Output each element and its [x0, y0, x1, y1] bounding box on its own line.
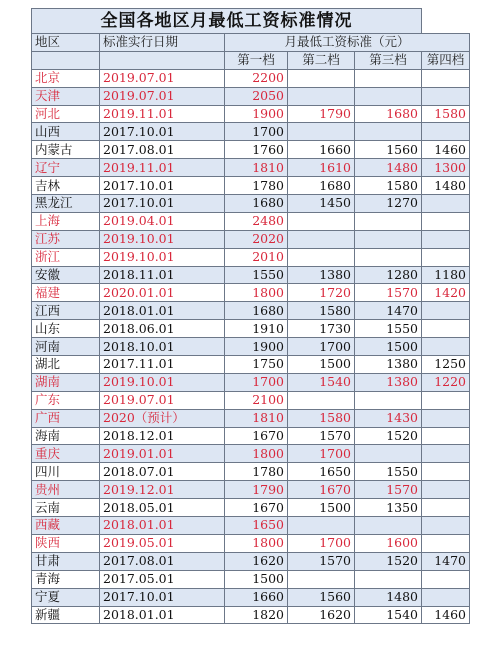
- region-name: 青海: [32, 570, 100, 588]
- effective-date: 2018.05.01: [100, 499, 225, 517]
- effective-date: 2018.01.01: [100, 606, 225, 624]
- table-body: [32, 9, 470, 624]
- tier-3-value: 1520: [355, 552, 422, 570]
- effective-date: 2019.11.01: [100, 159, 225, 177]
- tier-4-value: [422, 230, 470, 248]
- header-standard: 月最低工资标准（元）: [225, 34, 470, 52]
- tier-1-value: 1800: [225, 284, 288, 302]
- tier-4-value: [422, 338, 470, 356]
- effective-date: 2019.10.01: [100, 373, 225, 391]
- header-date: 标准实行日期: [100, 34, 225, 52]
- table-row: [32, 517, 470, 535]
- tier-1-value: 1910: [225, 320, 288, 338]
- tier-4-value: 1460: [422, 141, 470, 159]
- tier-2-value: 1560: [288, 588, 355, 606]
- tier-3-value: 1280: [355, 266, 422, 284]
- region-name: 四川: [32, 463, 100, 481]
- header-tier-2: 第二档: [288, 51, 355, 69]
- tier-3-value: 1540: [355, 606, 422, 624]
- tier-4-value: 1220: [422, 373, 470, 391]
- tier-3-value: 1580: [355, 177, 422, 195]
- tier-1-value: 1820: [225, 606, 288, 624]
- tier-2-value: [288, 69, 355, 87]
- effective-date: 2019.05.01: [100, 534, 225, 552]
- tier-3-value: [355, 517, 422, 535]
- tier-4-value: [422, 123, 470, 141]
- tier-1-value: 1780: [225, 463, 288, 481]
- title-blank-cell: [422, 9, 470, 34]
- effective-date: 2018.12.01: [100, 427, 225, 445]
- region-name: 福建: [32, 284, 100, 302]
- header-tier-3: 第三档: [355, 51, 422, 69]
- region-name: 陕西: [32, 534, 100, 552]
- region-name: 山西: [32, 123, 100, 141]
- tier-4-value: [422, 588, 470, 606]
- tier-4-value: 1180: [422, 266, 470, 284]
- table-row: [32, 606, 470, 624]
- region-name: 北京: [32, 69, 100, 87]
- tier-3-value: 1550: [355, 463, 422, 481]
- tier-2-value: 1650: [288, 463, 355, 481]
- region-name: 吉林: [32, 177, 100, 195]
- page-title: 全国各地区月最低工资标准情况: [32, 9, 422, 34]
- tier-4-value: 1580: [422, 105, 470, 123]
- effective-date: 2019.01.01: [100, 445, 225, 463]
- region-name: 黑龙江: [32, 195, 100, 213]
- tier-2-value: [288, 391, 355, 409]
- tier-2-value: 1500: [288, 356, 355, 374]
- tier-3-value: [355, 87, 422, 105]
- effective-date: 2018.01.01: [100, 302, 225, 320]
- tier-1-value: 2100: [225, 391, 288, 409]
- region-name: 云南: [32, 499, 100, 517]
- effective-date: 2019.07.01: [100, 391, 225, 409]
- region-name: 湖南: [32, 373, 100, 391]
- region-name: 湖北: [32, 356, 100, 374]
- tier-1-value: 1700: [225, 123, 288, 141]
- tier-3-value: 1380: [355, 373, 422, 391]
- tier-3-value: [355, 445, 422, 463]
- tier-1-value: 2010: [225, 248, 288, 266]
- region-name: 辽宁: [32, 159, 100, 177]
- tier-1-value: 1670: [225, 427, 288, 445]
- region-name: 江西: [32, 302, 100, 320]
- header-tier-1: 第一档: [225, 51, 288, 69]
- tier-2-value: 1680: [288, 177, 355, 195]
- tier-2-value: 1450: [288, 195, 355, 213]
- region-name: 内蒙古: [32, 141, 100, 159]
- tier-2-value: 1570: [288, 427, 355, 445]
- table-row: [32, 230, 470, 248]
- tier-header-blank-region: [32, 51, 100, 69]
- region-name: 新疆: [32, 606, 100, 624]
- table-row: [32, 123, 470, 141]
- table-row: [32, 445, 470, 463]
- effective-date: 2019.11.01: [100, 105, 225, 123]
- tier-2-value: 1720: [288, 284, 355, 302]
- tier-4-value: [422, 481, 470, 499]
- tier-2-value: 1620: [288, 606, 355, 624]
- tier-1-value: 1810: [225, 409, 288, 427]
- region-name: 天津: [32, 87, 100, 105]
- effective-date: 2019.07.01: [100, 69, 225, 87]
- effective-date: 2017.05.01: [100, 570, 225, 588]
- effective-date: 2018.07.01: [100, 463, 225, 481]
- tier-4-value: [422, 427, 470, 445]
- tier-1-value: 1660: [225, 588, 288, 606]
- tier-2-value: 1660: [288, 141, 355, 159]
- tier-1-value: 1900: [225, 105, 288, 123]
- tier-2-value: [288, 87, 355, 105]
- effective-date: 2017.10.01: [100, 588, 225, 606]
- effective-date: 2019.12.01: [100, 481, 225, 499]
- effective-date: 2019.07.01: [100, 87, 225, 105]
- title-row: [32, 9, 470, 34]
- tier-1-value: 2480: [225, 212, 288, 230]
- minimum-wage-table: [31, 8, 470, 624]
- tier-1-value: 2200: [225, 69, 288, 87]
- tier-2-value: 1380: [288, 266, 355, 284]
- tier-3-value: 1270: [355, 195, 422, 213]
- tier-2-value: 1570: [288, 552, 355, 570]
- tier-4-value: [422, 445, 470, 463]
- tier-1-value: 1760: [225, 141, 288, 159]
- tier-2-value: 1500: [288, 499, 355, 517]
- table-row: [32, 284, 470, 302]
- effective-date: 2018.06.01: [100, 320, 225, 338]
- region-name: 上海: [32, 212, 100, 230]
- table-row: [32, 105, 470, 123]
- tier-1-value: 1780: [225, 177, 288, 195]
- tier-3-value: 1570: [355, 284, 422, 302]
- tier-1-value: 1650: [225, 517, 288, 535]
- tier-3-value: 1560: [355, 141, 422, 159]
- tier-4-value: [422, 463, 470, 481]
- tier-2-value: 1580: [288, 409, 355, 427]
- table-row: [32, 69, 470, 87]
- tier-3-value: 1570: [355, 481, 422, 499]
- tier-1-value: 1550: [225, 266, 288, 284]
- table-row: [32, 320, 470, 338]
- table-row: [32, 212, 470, 230]
- effective-date: 2017.10.01: [100, 177, 225, 195]
- region-name: 西藏: [32, 517, 100, 535]
- table-row: [32, 87, 470, 105]
- table-row: [32, 481, 470, 499]
- effective-date: 2020.01.01: [100, 284, 225, 302]
- tier-1-value: 1620: [225, 552, 288, 570]
- effective-date: 2019.10.01: [100, 248, 225, 266]
- tier-3-value: 1470: [355, 302, 422, 320]
- region-name: 广东: [32, 391, 100, 409]
- header-tier-4: 第四档: [422, 51, 470, 69]
- region-name: 浙江: [32, 248, 100, 266]
- tier-3-value: 1680: [355, 105, 422, 123]
- tier-2-value: 1730: [288, 320, 355, 338]
- table-row: [32, 373, 470, 391]
- effective-date: 2017.10.01: [100, 123, 225, 141]
- effective-date: 2017.10.01: [100, 195, 225, 213]
- table-row: [32, 177, 470, 195]
- effective-date: 2018.10.01: [100, 338, 225, 356]
- header-region: 地区: [32, 34, 100, 52]
- table-row: [32, 427, 470, 445]
- tier-3-value: [355, 230, 422, 248]
- effective-date: 2017.08.01: [100, 141, 225, 159]
- tier-1-value: 1800: [225, 534, 288, 552]
- tier-4-value: [422, 248, 470, 266]
- effective-date: 2017.08.01: [100, 552, 225, 570]
- tier-1-value: 2050: [225, 87, 288, 105]
- tier-1-value: 1810: [225, 159, 288, 177]
- table-row: [32, 141, 470, 159]
- table-row: [32, 195, 470, 213]
- tier-3-value: [355, 212, 422, 230]
- table-row: [32, 338, 470, 356]
- region-name: 河南: [32, 338, 100, 356]
- tier-3-value: 1480: [355, 159, 422, 177]
- tier-4-value: [422, 302, 470, 320]
- tier-4-value: [422, 570, 470, 588]
- tier-2-value: [288, 230, 355, 248]
- tier-3-value: [355, 570, 422, 588]
- tier-4-value: [422, 69, 470, 87]
- region-name: 广西: [32, 409, 100, 427]
- tier-2-value: 1790: [288, 105, 355, 123]
- tier-4-value: [422, 87, 470, 105]
- tier-1-value: 1500: [225, 570, 288, 588]
- tier-1-value: 1790: [225, 481, 288, 499]
- table-row: [32, 356, 470, 374]
- effective-date: 2020（预计）: [100, 409, 225, 427]
- tier-1-value: 1680: [225, 195, 288, 213]
- tier-header-row: [32, 51, 470, 69]
- tier-3-value: [355, 248, 422, 266]
- tier-4-value: [422, 195, 470, 213]
- region-name: 河北: [32, 105, 100, 123]
- effective-date: 2018.01.01: [100, 517, 225, 535]
- tier-header-blank-date: [100, 51, 225, 69]
- tier-2-value: [288, 248, 355, 266]
- tier-3-value: 1520: [355, 427, 422, 445]
- table-row: [32, 391, 470, 409]
- tier-4-value: [422, 409, 470, 427]
- tier-2-value: [288, 570, 355, 588]
- region-name: 山东: [32, 320, 100, 338]
- region-name: 安徽: [32, 266, 100, 284]
- header-row: [32, 34, 470, 52]
- tier-4-value: [422, 517, 470, 535]
- tier-2-value: 1700: [288, 445, 355, 463]
- tier-4-value: 1300: [422, 159, 470, 177]
- tier-4-value: [422, 212, 470, 230]
- tier-4-value: [422, 534, 470, 552]
- tier-2-value: 1540: [288, 373, 355, 391]
- tier-3-value: 1550: [355, 320, 422, 338]
- tier-3-value: 1430: [355, 409, 422, 427]
- table-row: [32, 248, 470, 266]
- effective-date: 2017.11.01: [100, 356, 225, 374]
- tier-3-value: [355, 69, 422, 87]
- table-row: [32, 552, 470, 570]
- table-row: [32, 463, 470, 481]
- tier-2-value: 1580: [288, 302, 355, 320]
- table-row: [32, 302, 470, 320]
- table-row: [32, 499, 470, 517]
- table-row: [32, 588, 470, 606]
- tier-4-value: 1250: [422, 356, 470, 374]
- tier-1-value: 1670: [225, 499, 288, 517]
- tier-4-value: 1470: [422, 552, 470, 570]
- tier-2-value: 1610: [288, 159, 355, 177]
- effective-date: 2019.10.01: [100, 230, 225, 248]
- effective-date: 2018.11.01: [100, 266, 225, 284]
- table-row: [32, 570, 470, 588]
- tier-4-value: 1460: [422, 606, 470, 624]
- tier-3-value: [355, 123, 422, 141]
- tier-3-value: 1480: [355, 588, 422, 606]
- tier-4-value: [422, 391, 470, 409]
- region-name: 宁夏: [32, 588, 100, 606]
- table-row: [32, 159, 470, 177]
- tier-4-value: 1480: [422, 177, 470, 195]
- region-name: 贵州: [32, 481, 100, 499]
- tier-1-value: 2020: [225, 230, 288, 248]
- effective-date: 2019.04.01: [100, 212, 225, 230]
- tier-4-value: [422, 320, 470, 338]
- tier-4-value: [422, 499, 470, 517]
- tier-3-value: 1500: [355, 338, 422, 356]
- tier-1-value: 1700: [225, 373, 288, 391]
- tier-1-value: 1900: [225, 338, 288, 356]
- tier-1-value: 1680: [225, 302, 288, 320]
- region-name: 海南: [32, 427, 100, 445]
- tier-2-value: 1670: [288, 481, 355, 499]
- region-name: 江苏: [32, 230, 100, 248]
- tier-2-value: 1700: [288, 534, 355, 552]
- tier-1-value: 1750: [225, 356, 288, 374]
- tier-2-value: 1700: [288, 338, 355, 356]
- tier-4-value: 1420: [422, 284, 470, 302]
- tier-3-value: 1600: [355, 534, 422, 552]
- table-row: [32, 409, 470, 427]
- tier-3-value: 1380: [355, 356, 422, 374]
- tier-2-value: [288, 212, 355, 230]
- region-name: 重庆: [32, 445, 100, 463]
- tier-2-value: [288, 517, 355, 535]
- tier-3-value: 1350: [355, 499, 422, 517]
- tier-3-value: [355, 391, 422, 409]
- tier-2-value: [288, 123, 355, 141]
- tier-1-value: 1800: [225, 445, 288, 463]
- table-row: [32, 534, 470, 552]
- region-name: 甘肃: [32, 552, 100, 570]
- table-row: [32, 266, 470, 284]
